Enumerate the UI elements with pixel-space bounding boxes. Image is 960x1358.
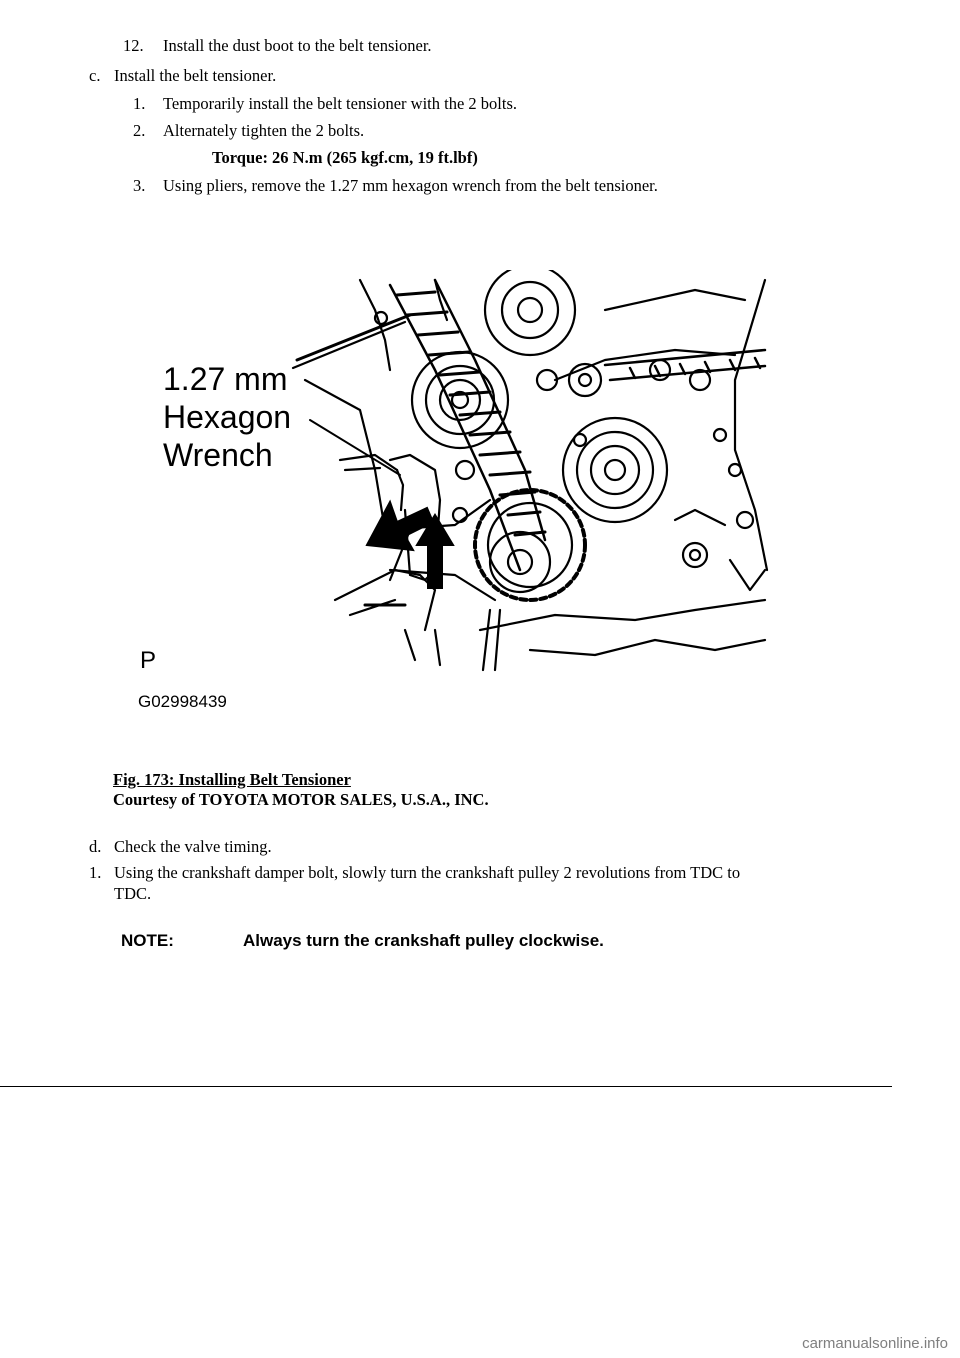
figure-label-line-1: 1.27 mm	[163, 361, 288, 397]
step-number: 1.	[133, 94, 146, 113]
step-text: Install the dust boot to the belt tensioner.	[163, 36, 432, 55]
step-letter: c.	[89, 66, 101, 85]
step-number: 1.	[89, 863, 102, 882]
figure-label-line-3: Wrench	[163, 437, 273, 473]
note-block	[121, 931, 604, 951]
figure-code: G02998439	[138, 692, 227, 711]
step-number: 2.	[133, 121, 146, 140]
note-text: Always turn the crankshaft pulley clockwise.	[243, 931, 604, 950]
figure-caption: Fig. 173: Installing Belt Tensioner	[113, 770, 351, 789]
step-d1	[89, 863, 740, 883]
step-number: 3.	[133, 176, 146, 195]
step-12	[123, 36, 432, 56]
step-c3	[133, 176, 658, 196]
step-d	[89, 837, 272, 857]
step-text: Using pliers, remove the 1.27 mm hexagon wrench from the belt tensioner.	[163, 176, 658, 195]
step-number: 12.	[123, 36, 144, 55]
step-text: Install the belt tensioner.	[114, 66, 277, 85]
page-divider	[0, 1086, 892, 1087]
figure-corner-letter: P	[140, 647, 157, 674]
step-text: Check the valve timing.	[114, 837, 272, 856]
figure-courtesy: Courtesy of TOYOTA MOTOR SALES, U.S.A., INC.	[113, 790, 489, 809]
step-text: Temporarily install the belt tensioner with the 2 bolts.	[163, 94, 517, 113]
figure-label-line-2: Hexagon	[163, 399, 292, 435]
step-c2	[133, 121, 364, 141]
step-c1	[133, 94, 517, 114]
torque-spec: Torque: 26 N.m (265 kgf.cm, 19 ft.lbf)	[212, 148, 478, 167]
step-text: Alternately tighten the 2 bolts.	[163, 121, 365, 140]
step-text: Using the crankshaft damper bolt, slowly turn the crankshaft pulley 2 revolutions from TDC to	[114, 863, 741, 882]
step-c	[89, 66, 276, 86]
belt-tensioner-illustration	[135, 270, 770, 715]
watermark: carmanualsonline.info	[802, 1335, 948, 1352]
step-letter: d.	[89, 837, 102, 856]
note-label: NOTE:	[121, 931, 174, 950]
step-d1-continuation: TDC.	[114, 884, 152, 903]
